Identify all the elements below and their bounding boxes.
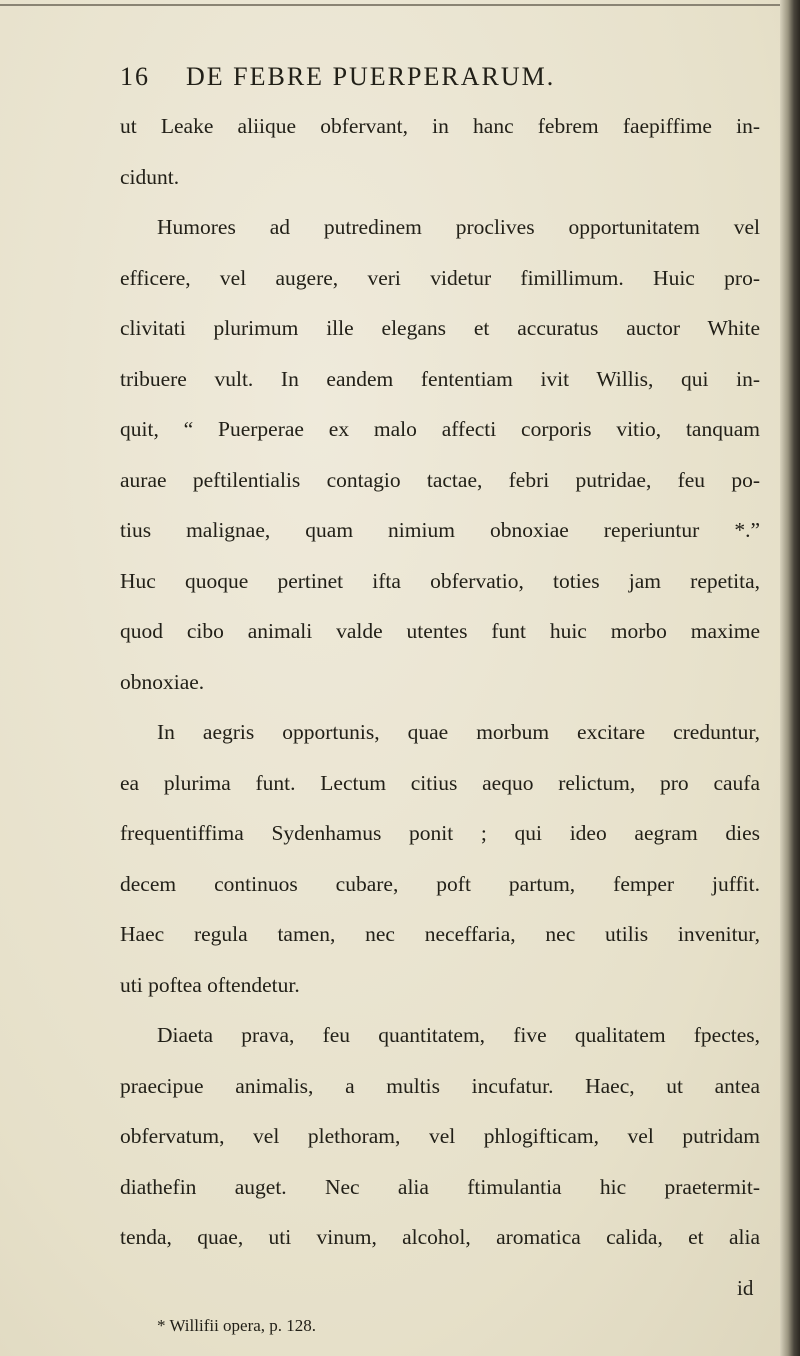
text-line: quit, “ Puerperae ex malo affecti corporis vitio, tanquam — [120, 417, 760, 441]
text-line: praecipue animalis, a multis incufatur. Haec, ut antea — [120, 1073, 760, 1098]
catchword: id — [737, 1275, 754, 1300]
text-line: uti poftea oftendetur. — [120, 972, 300, 997]
text-line: tenda, quae, uti vinum, alcohol, aromatica calida, et alia — [120, 1225, 760, 1249]
text-line: cidunt. — [120, 164, 180, 189]
text-line: Huc quoque pertinet ifta obfervatio, toties jam repetita, — [120, 568, 760, 593]
text-line: tribuere vult. In eandem fententiam ivit Willis, qui in- — [120, 366, 760, 391]
text-line: Diaeta prava, feu quantitatem, five qualitatem fpectes, — [157, 1023, 760, 1047]
text-line: decem continuos cubare, poft partum, femper juffit. — [120, 871, 760, 896]
page-edge-shadow — [780, 0, 800, 1356]
text-line: Haec regula tamen, nec neceffaria, nec utilis invenitur, — [120, 922, 760, 946]
running-title: DE FEBRE PUERPERARUM. — [186, 62, 556, 91]
text-line: efficere, vel augere, veri videtur fimillimum. Huic pro- — [120, 265, 760, 290]
text-line: tius malignae, quam nimium obnoxiae reperiuntur *.” — [120, 518, 760, 542]
text-line: quod cibo animali valde utentes funt huic morbo maxime — [120, 619, 760, 643]
footnote: * Willifii opera, p. 128. — [157, 1315, 317, 1335]
text-line: In aegris opportunis, quae morbum excitare creduntur, — [157, 720, 760, 744]
text-line: obnoxiae. — [120, 669, 205, 694]
text-line: aurae peftilentialis contagio tactae, febri putridae, feu po- — [120, 467, 760, 492]
text-line: obfervatum, vel plethoram, vel phlogifticam, vel putridam — [120, 1124, 760, 1148]
text-line: diathefin auget. Nec alia ftimulantia hic praetermit- — [120, 1174, 760, 1199]
text-line: Humores ad putredinem proclives opportunitatem vel — [157, 215, 760, 239]
text-line: ut Leake aliique obfervant, in hanc febrem faepiffime in- — [120, 114, 760, 138]
page-number: 16 — [120, 62, 150, 91]
text-line: frequentiffima Sydenhamus ponit ; qui ideo aegram dies — [120, 821, 760, 845]
text-line: ea plurima funt. Lectum citius aequo relictum, pro caufa — [120, 770, 760, 795]
top-rule — [0, 4, 790, 6]
text-line: clivitati plurimum ille elegans et accuratus auctor White — [120, 316, 760, 340]
running-head — [120, 62, 555, 92]
